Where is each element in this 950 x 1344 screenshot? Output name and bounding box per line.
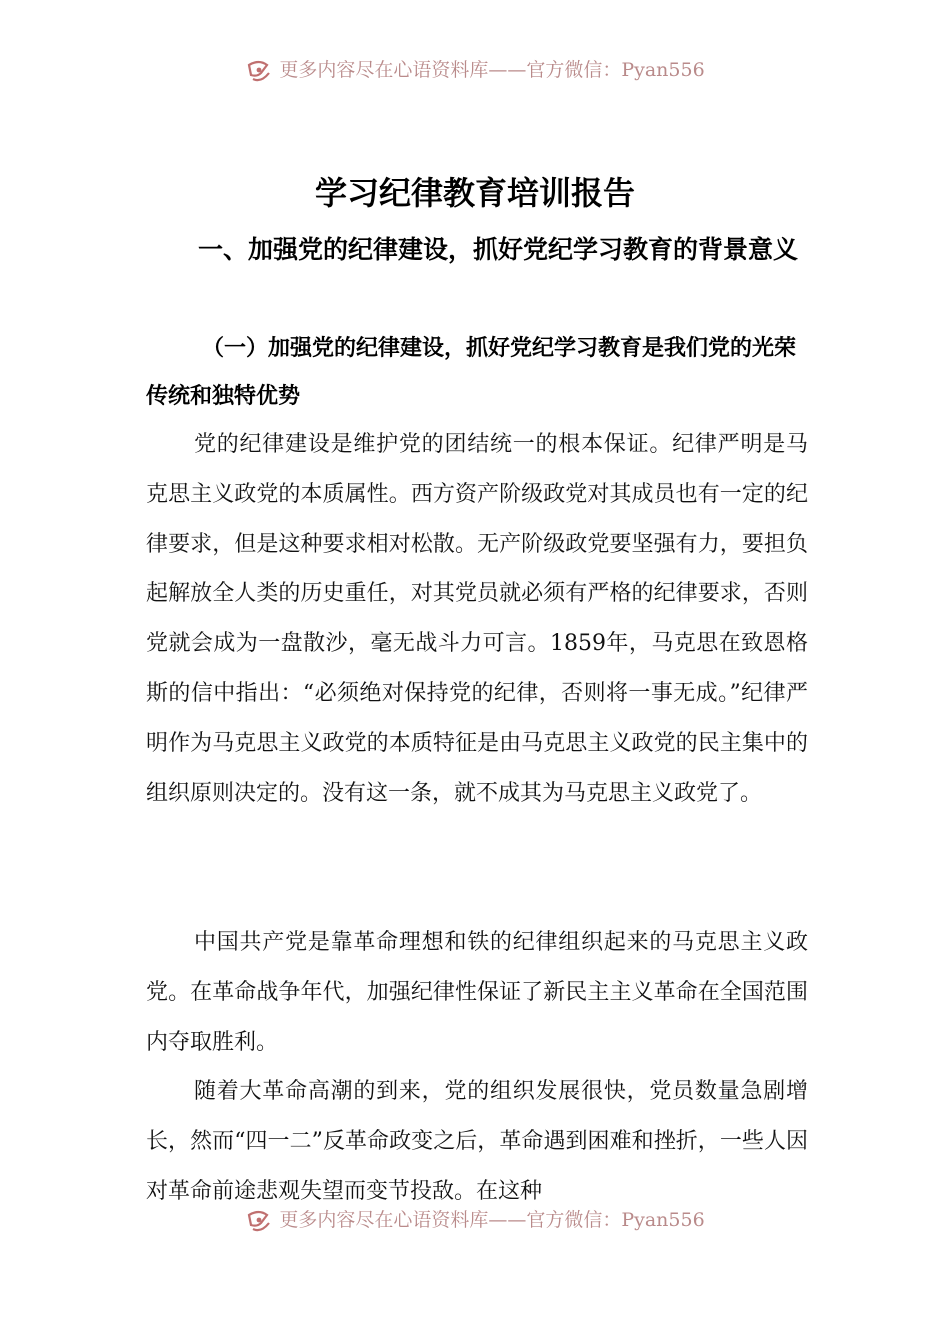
paragraph: 随着大革命高潮的到来，党的组织发展很快，党员数量急剧增长，然而“四一二”反革命政变之后，革命遇到困难和挫折，一些人因对革命前途悲观失望而变节投敌。在这种 bbox=[146, 1079, 808, 1204]
watermark-text: 更多内容尽在心语资料库——官方微信：Pyan556 bbox=[279, 58, 705, 81]
document-title: 学习纪律教育培训报告 bbox=[314, 174, 635, 212]
watermark-header bbox=[0, 56, 950, 86]
logo-icon bbox=[245, 59, 273, 83]
subsection-heading: （一）加强党的纪律建设，抓好党纪学习教育是我们党的光荣传统和独特优势 bbox=[146, 335, 797, 409]
watermark-footer bbox=[0, 1206, 950, 1236]
logo-icon bbox=[245, 1209, 273, 1233]
watermark-text: 更多内容尽在心语资料库——官方微信：Pyan556 bbox=[279, 1208, 705, 1231]
paragraph: 党的纪律建设是维护党的团结统一的根本保证。纪律严明是马克思主义政党的本质属性。西方资产阶级政党对其成员也有一定的纪律要求，但是这种要求相对松散。无产阶级政党要坚强有力，要担负起解放全人类的历史重任，对其党员就必须有严格的纪律要求，否则党就会成为一盘散沙，毫无战斗力可言。1859年，马克思在致恩格斯的信中指出：“必须绝对保持党的纪律，否则将一事无成。”纪律严明作为马克思主义政党的本质特征是由马克思主义政党的民主集中的组织原则决定的。没有这一条，就不成其为马克思主义政党了。 bbox=[146, 432, 808, 806]
paragraph: 中国共产党是靠革命理想和铁的纪律组织起来的马克思主义政党。在革命战争年代，加强纪律性保证了新民主主义革命在全国范围内夺取胜利。 bbox=[146, 930, 808, 1055]
section-heading: 一、加强党的纪律建设，抓好党纪学习教育的背景意义 bbox=[198, 235, 799, 264]
